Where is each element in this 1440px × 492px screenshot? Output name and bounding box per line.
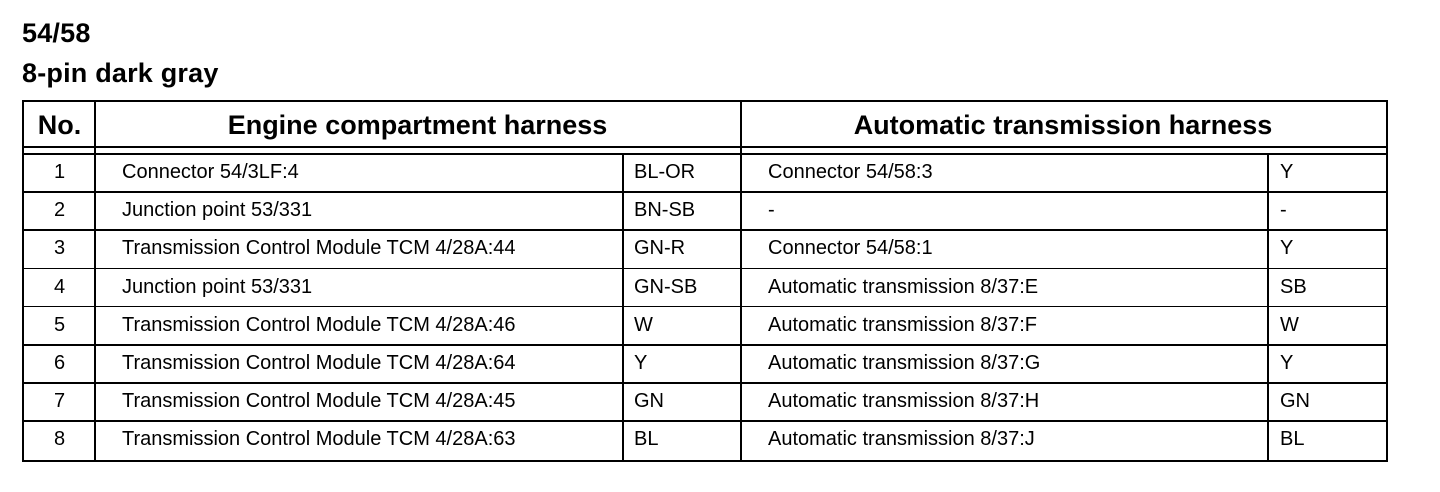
- row-divider: [24, 344, 1386, 346]
- engine-wire-color: BN-SB: [634, 199, 696, 222]
- row-divider: [24, 420, 1386, 422]
- engine-destination: Transmission Control Module TCM 4/28A:45: [122, 390, 516, 413]
- engine-wire-color: BL: [634, 428, 659, 451]
- auto-destination: Automatic transmission 8/37:J: [768, 428, 1035, 451]
- engine-wire-color: GN: [634, 390, 664, 413]
- engine-destination: Transmission Control Module TCM 4/28A:64: [122, 352, 516, 374]
- row-divider: [24, 268, 1386, 270]
- engine-destination: Junction point 53/331: [122, 275, 313, 298]
- engine-destination: Junction point 53/331: [122, 199, 313, 222]
- auto-destination: Automatic transmission 8/37:E: [768, 275, 1039, 298]
- header-no: No.: [37, 109, 82, 140]
- auto-destination: -: [768, 199, 775, 222]
- row-no: 3: [53, 237, 66, 260]
- row-no: 6: [53, 352, 66, 374]
- column-divider-harness: [740, 102, 742, 460]
- row-no: 2: [53, 199, 66, 222]
- engine-wire-color: W: [634, 313, 653, 336]
- auto-wire-color: SB: [1280, 275, 1307, 298]
- row-no: 4: [53, 275, 66, 298]
- auto-wire-color: -: [1280, 199, 1287, 222]
- auto-destination: Connector 54/58:1: [768, 237, 933, 260]
- auto-destination: Automatic transmission 8/37:F: [768, 313, 1037, 336]
- auto-wire-color: Y: [1280, 237, 1294, 260]
- row-divider: [24, 191, 1386, 193]
- row-divider: [24, 229, 1386, 231]
- engine-wire-color: GN-R: [634, 237, 686, 260]
- row-no: 8: [53, 428, 66, 451]
- row-no: 1: [53, 161, 66, 183]
- auto-wire-color: W: [1280, 313, 1299, 336]
- engine-destination: Connector 54/3LF:4: [122, 161, 299, 183]
- row-no: 7: [53, 390, 66, 413]
- engine-wire-color: BL-OR: [634, 161, 696, 183]
- row-divider: [24, 382, 1386, 384]
- connector-number: 54/58: [22, 18, 91, 48]
- engine-wire-color: Y: [634, 352, 648, 374]
- engine-destination: Transmission Control Module TCM 4/28A:46: [122, 313, 516, 336]
- auto-wire-color: Y: [1280, 352, 1294, 374]
- engine-destination: Transmission Control Module TCM 4/28A:44: [122, 237, 516, 260]
- auto-wire-color: Y: [1280, 161, 1294, 183]
- engine-wire-color: GN-SB: [634, 275, 698, 298]
- connector-type: 8-pin dark gray: [22, 58, 219, 88]
- auto-destination: Automatic transmission 8/37:G: [768, 352, 1041, 374]
- row-no: 5: [53, 313, 66, 336]
- header-engine-harness: Engine compartment harness: [227, 109, 608, 140]
- engine-destination: Transmission Control Module TCM 4/28A:63: [122, 428, 516, 451]
- row-divider: [24, 306, 1386, 308]
- auto-destination: Automatic transmission 8/37:H: [768, 390, 1040, 413]
- auto-destination: Connector 54/58:3: [768, 161, 933, 183]
- header-divider: [24, 146, 1386, 148]
- header-auto-harness: Automatic transmission harness: [853, 109, 1273, 140]
- pin-table: [22, 100, 1388, 462]
- auto-wire-color: GN: [1280, 390, 1310, 413]
- auto-wire-color: BL: [1280, 428, 1305, 451]
